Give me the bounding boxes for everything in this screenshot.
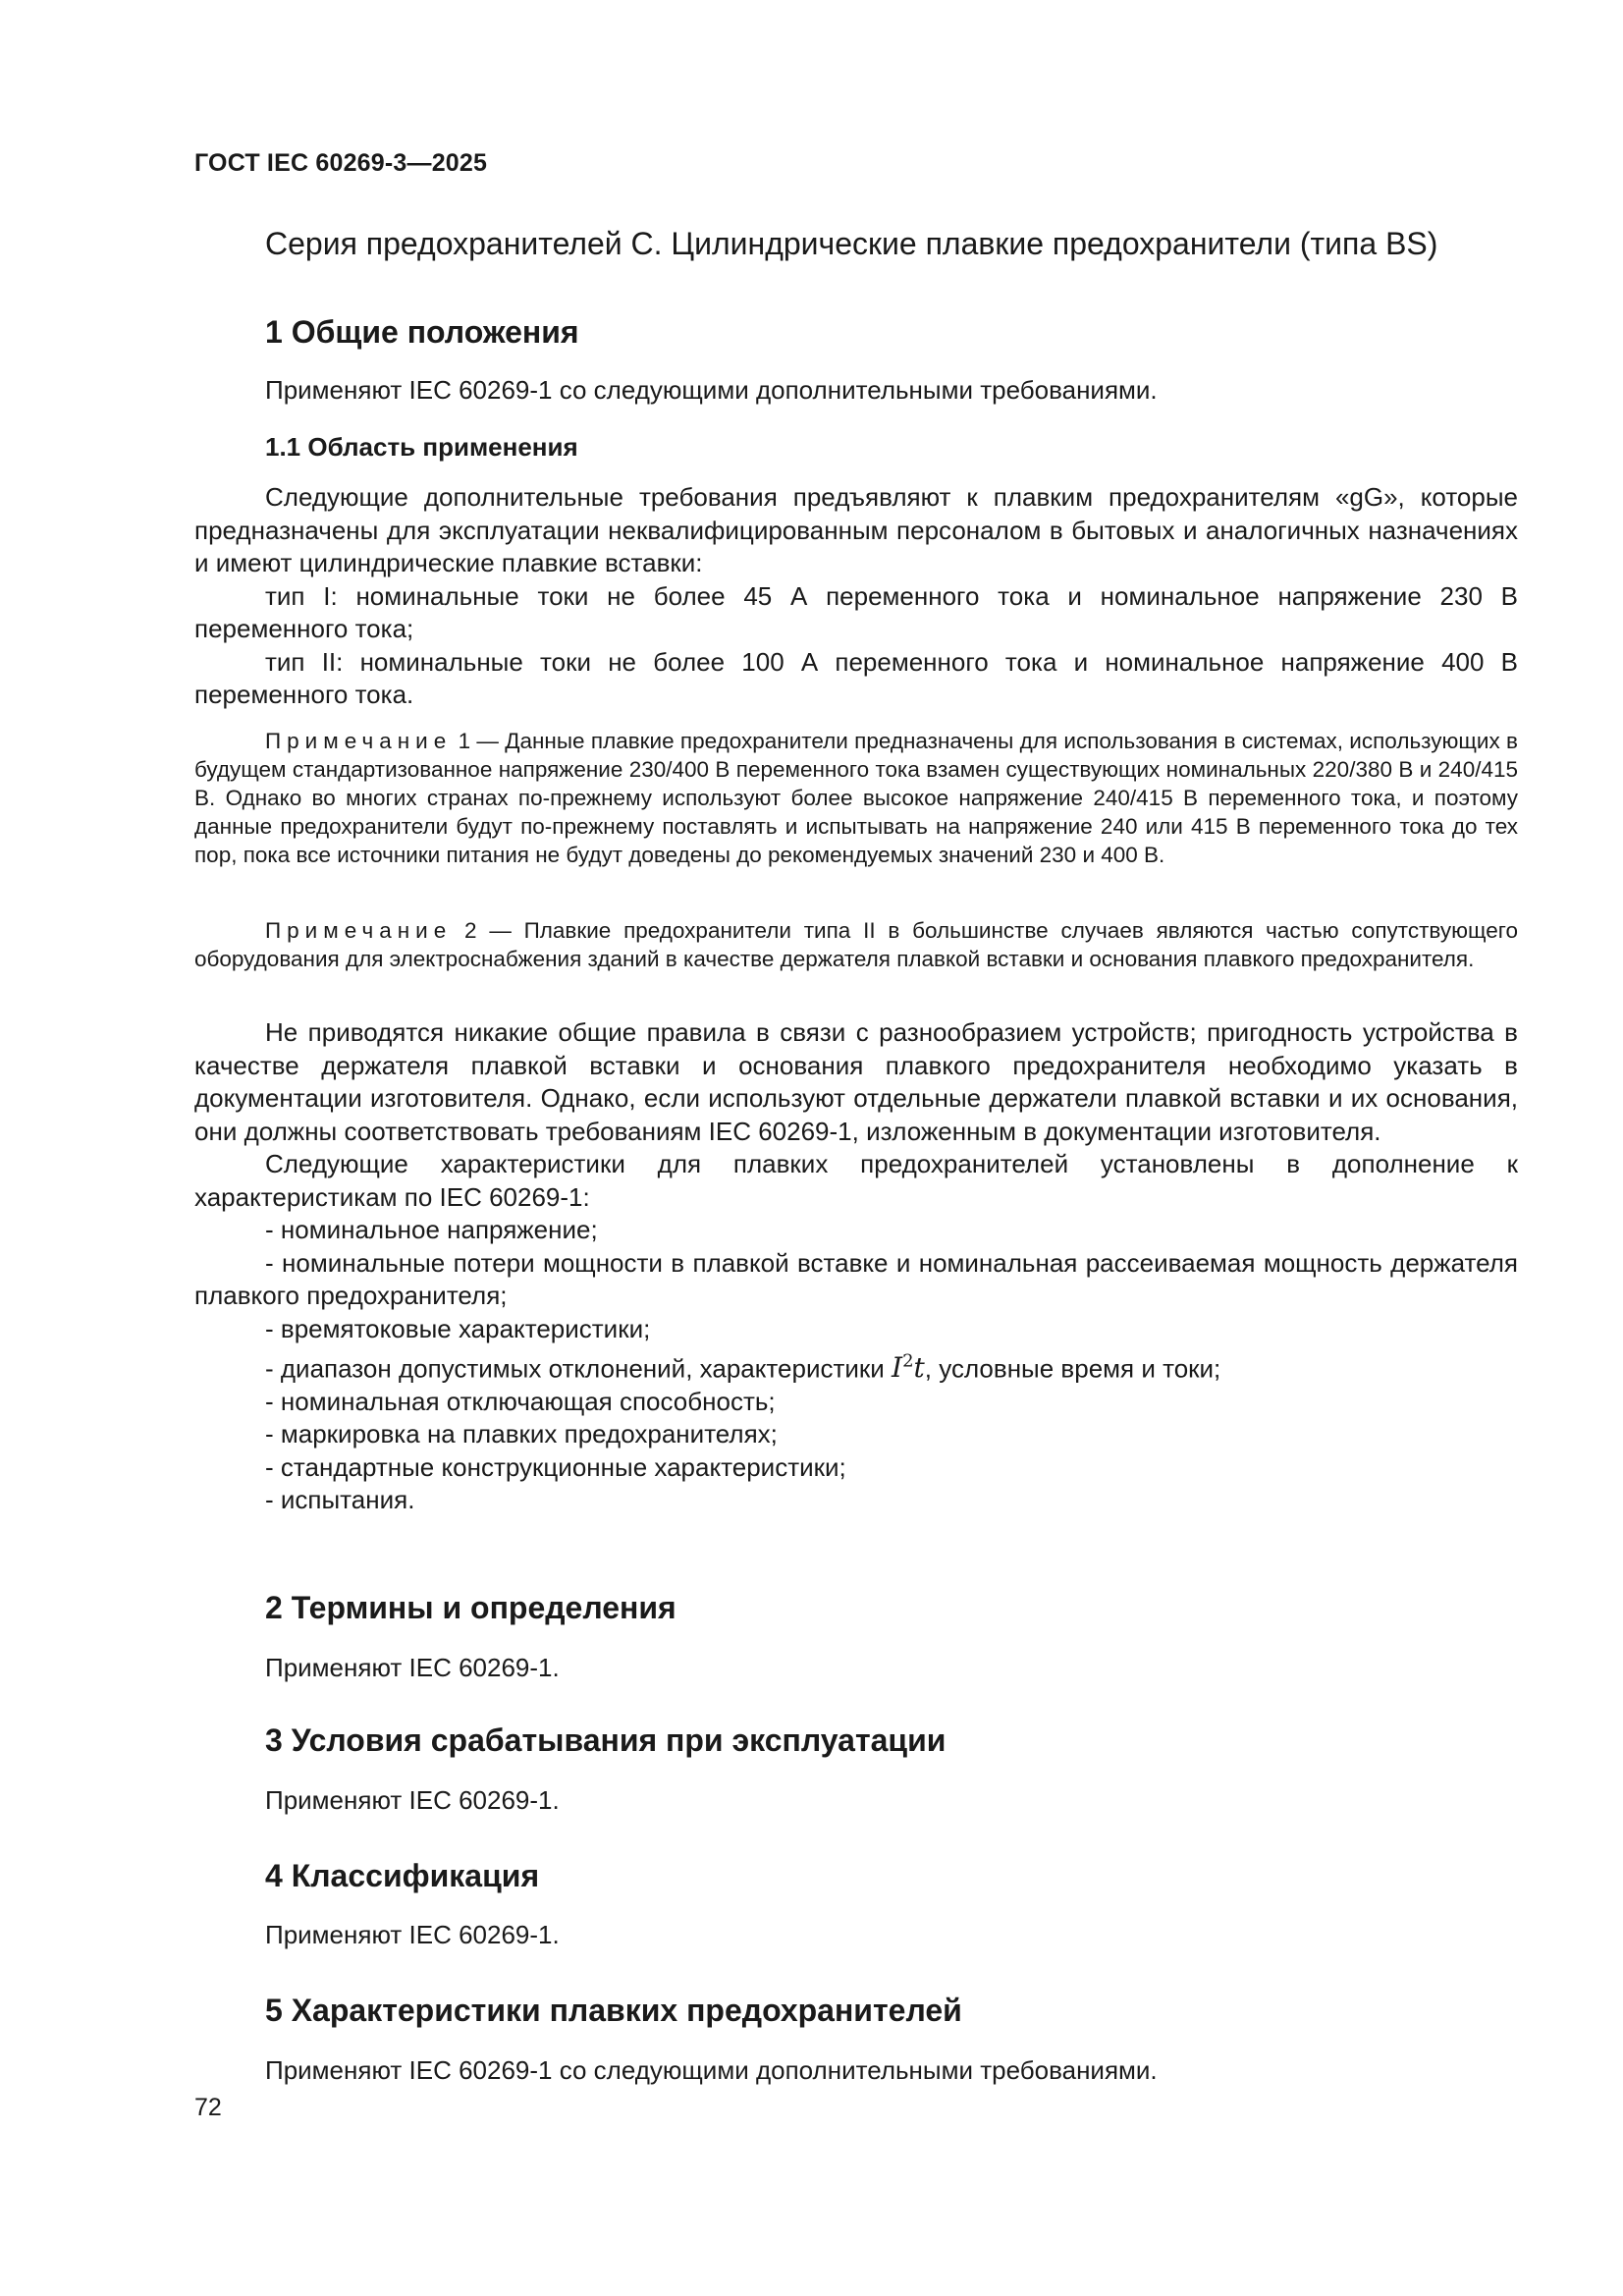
page-number: 72	[194, 2094, 222, 2121]
type-1-paragraph: тип I: номинальные токи не более 45 А переменного тока и номинальное напряжение 230 В переменного тока;	[194, 580, 1518, 643]
section-1-intro: Применяют IEC 60269-1 со следующими дополнительными требованиями.	[265, 375, 1158, 405]
list-item-breaking-capacity: - номинальная отключающая способность;	[265, 1386, 776, 1416]
section-2-heading: 2 Термины и определения	[265, 1590, 676, 1625]
scope-paragraph: Следующие дополнительные требования предъявляют к плавким предохранителям «gG», которые предназначены для эксплуатации неквалифицированным персоналом в бытовых и аналогичных назначениях и имеют цилиндрические плавкие вставки:	[194, 482, 1518, 577]
section-5-text: Применяют IEC 60269-1 со следующими дополнительными требованиями.	[265, 2055, 1158, 2085]
list-item-power-loss: - номинальные потери мощности в плавкой вставке и номинальная рассеиваемая мощность держателя плавкого предохранителя;	[194, 1247, 1518, 1310]
section-2-text: Применяют IEC 60269-1.	[265, 1653, 560, 1682]
note-1-label: Примечание	[265, 729, 453, 753]
scope-block	[194, 481, 1518, 712]
characteristics-paragraph: Следующие характеристики для плавких предохранителей установлены в дополнение к характеристикам по IEC 60269-1:	[194, 1149, 1518, 1212]
series-title: Серия предохранителей С. Цилиндрические плавкие предохранители (типа BS)	[265, 226, 1438, 261]
note-2-label: Примечание	[265, 918, 453, 943]
type-2-paragraph: тип II: номинальные токи не более 100 А переменного тока и номинальное напряжение 400 В переменного тока.	[194, 646, 1518, 709]
section-4-text: Применяют IEC 60269-1.	[265, 1920, 560, 1949]
devices-paragraph: Не приводятся никакие общие правила в связи с разнообразием устройств; пригодность устройства в качестве держателя плавкой вставки и основания плавкого предохранителя необходимо указать в документации изготовителя. Однако, если используют отдельные держатели плавкой вставки и их основания, они должны соответствовать требованиям IEC 60269-1, изложенным в документации изготовителя.	[194, 1017, 1518, 1146]
list-item-time-current: - времятоковые характеристики;	[265, 1313, 651, 1343]
list-item-marking: - маркировка на плавких предохранителях;	[265, 1419, 778, 1449]
standard-code-header: ГОСТ IEC 60269-3—2025	[194, 149, 488, 177]
list-item-rated-voltage: - номинальное напряжение;	[265, 1215, 598, 1244]
list-item-tolerance: - диапазон допустимых отклонений, характеристики $I^2t$, условные время и токи;	[265, 1351, 1221, 1385]
section-3-heading: 3 Условия срабатывания при эксплуатации	[265, 1722, 947, 1758]
note-1	[194, 727, 1518, 869]
section-4-heading: 4 Классификация	[265, 1858, 540, 1893]
section-1-heading: 1 Общие положения	[265, 314, 579, 350]
list-item-construction: - стандартные конструкционные характеристики;	[265, 1451, 846, 1482]
section-3-text: Применяют IEC 60269-1.	[265, 1785, 560, 1815]
i2t-symbol: $I^2t$	[892, 1351, 925, 1385]
note-2-text: 2 — Плавкие предохранители типа II в большинстве случаев являются частью сопутствующего оборудования для электроснабжения зданий в качестве держателя плавкой вставки и основания плавкого предохранителя.	[194, 918, 1518, 971]
section-5-heading: 5 Характеристики плавких предохранителей	[265, 1993, 962, 2028]
subsection-1-1-heading: 1.1 Область применения	[265, 432, 578, 462]
note-1-text: 1 — Данные плавкие предохранители предназначены для использования в системах, использующих в будущем стандартизованное напряжение 230/400 В переменного тока взамен существующих номинальных 220/380 В и 240/415 В. Однако во многих странах по-прежнему используют более высокое напряжение 240/415 В переменного тока, и поэтому данные предохранители будут по-прежнему поставлять и испытывать на напряжение 240 или 415 В переменного тока до тех пор, пока все источники питания не будут доведены до рекомендуемых значений 230 и 400 В.	[194, 729, 1518, 867]
devices-block	[194, 1016, 1518, 1517]
note-2	[194, 916, 1518, 973]
list-item-tests: - испытания.	[265, 1485, 415, 1515]
